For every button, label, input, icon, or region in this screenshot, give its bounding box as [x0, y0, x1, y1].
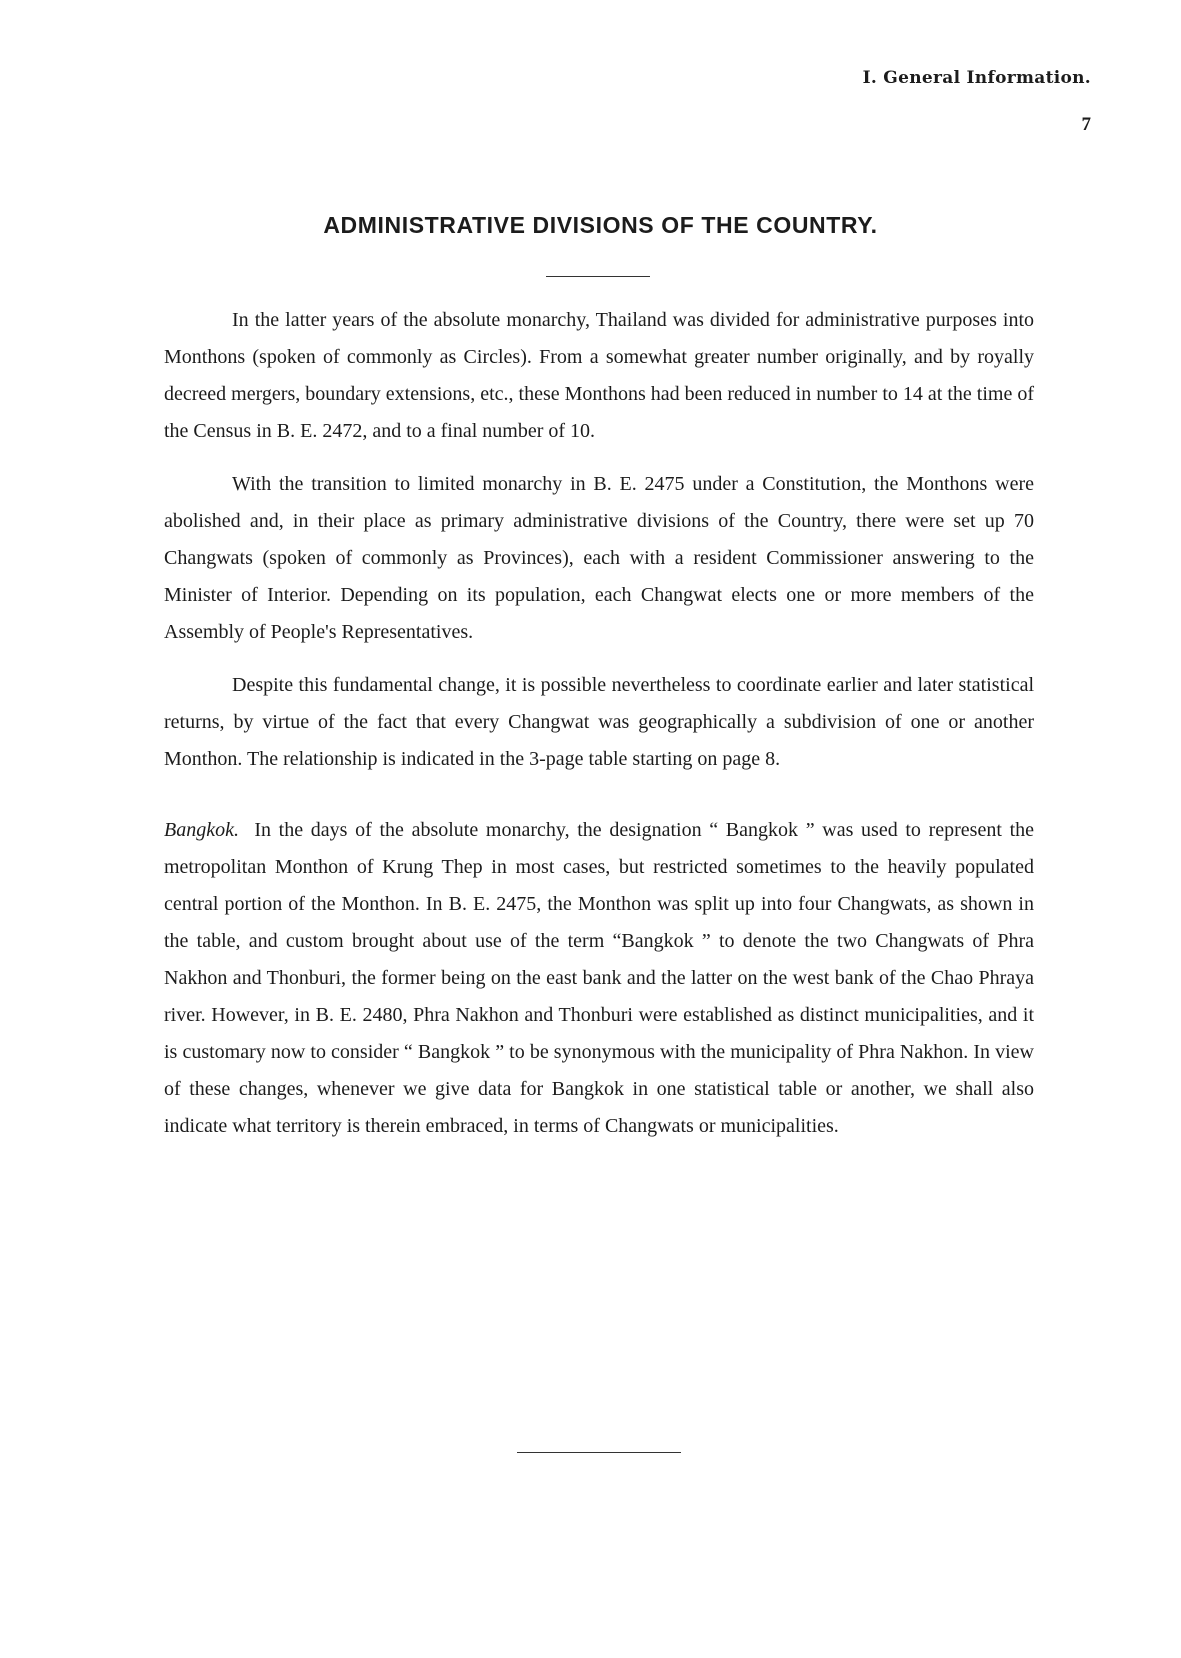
page-number: 7: [1081, 114, 1091, 135]
paragraph-changwats: With the transition to limited monarchy in B. E. 2475 under a Constitution, the Monthons were abolished and, in their place as primary administrative divisions of the Country, there were set up 70 Changwats (spoken of commonly as Provinces), each with a resident Commissioner answering to the Minister of Interior. Depending on its population, each Changwat elects one or more members of the Assembly of People's Representatives.: [164, 473, 1034, 643]
page-title: ADMINISTRATIVE DIVISIONS OF THE COUNTRY.: [323, 212, 878, 238]
paragraph-monthons: In the latter years of the absolute monarchy, Thailand was divided for administrative purposes into Monthons (spoken of commonly as Circles). From a somewhat greater number originally, and by royally decreed mergers, boundary extensions, etc., these Monthons had been reduced in number to 14 at the time of the Census in B. E. 2472, and to a final number of 10.: [164, 309, 1034, 442]
bangkok-lead: Bangkok.: [164, 819, 239, 841]
paragraph-bangkok: [164, 812, 1034, 1145]
bangkok-text: In the days of the absolute monarchy, the designation “ Bangkok ” was used to represent the metropolitan Monthon of Krung Thep in most cases, but restricted sometimes to the heavily populated central portion of the Monthon. In B. E. 2475, the Monthon was split up into four Changwats, as shown in the table, and custom brought about use of the term “Bangkok ” to denote the two Changwats of Phra Nakhon and Thonburi, the former being on the east bank and the latter on the west bank of the Chao Phraya river. However, in B. E. 2480, Phra Nakhon and Thonburi were established as distinct municipalities, and it is customary now to consider “ Bangkok ” to be synonymous with the municipality of Phra Nakhon. In view of these changes, whenever we give data for Bangkok in one statistical table or another, we shall also indicate what territory is therein embraced, in terms of Changwats or municipalities.: [164, 819, 1035, 1137]
title-rule: [546, 276, 650, 277]
body-text: [164, 302, 1034, 1161]
running-head: I. General Information.: [862, 68, 1091, 88]
paragraph-coordination: Despite this fundamental change, it is possible nevertheless to coordinate earlier and later statistical returns, by virtue of the fact that every Changwat was geographically a subdivision of one or another Monthon. The relationship is indicated in the 3-page table starting on page 8.: [164, 674, 1034, 770]
end-rule: [517, 1452, 681, 1453]
